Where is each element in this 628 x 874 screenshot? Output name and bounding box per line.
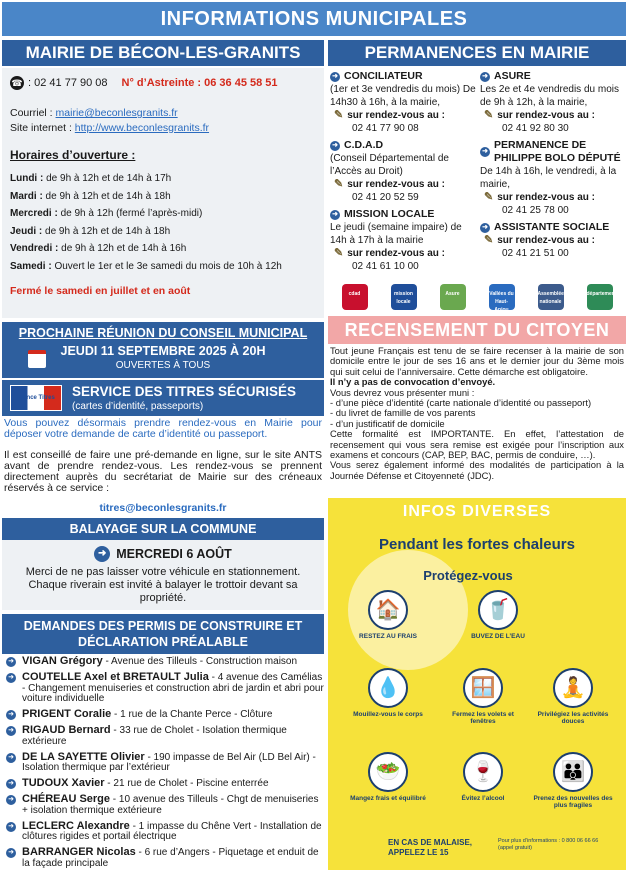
- permis-text: [22, 656, 297, 668]
- permanence-title: [330, 139, 478, 152]
- heat-tip-icon: 🧘: [553, 668, 593, 708]
- heat-tip: [443, 668, 523, 725]
- permanence-title-text: MISSION LOCALE: [344, 208, 435, 220]
- permanence-title-text: CONCILIATEUR: [344, 70, 423, 82]
- pen-icon: ✎: [334, 109, 344, 121]
- partner-logo: Assemblée nationale: [538, 284, 564, 310]
- permis-desc: - 4 avenue des Camélias - Changement menuiseries et construction abri de jardin et abri pour voiture individuelle: [22, 672, 324, 704]
- heat-tip-label: Évitez l’alcool: [461, 795, 505, 802]
- heat-tip-icon: 🥤: [478, 590, 518, 630]
- permanence-entry: [330, 139, 478, 204]
- france-titres-logo: [10, 385, 62, 411]
- permis-text: [22, 672, 324, 705]
- permanence-title: [480, 70, 624, 83]
- arrow-right-icon: ➜: [330, 210, 340, 220]
- permis-name: RIGAUD Bernard: [22, 724, 111, 736]
- malaise-notice: EN CAS DE MALAISE, APPELEZ LE 15: [388, 838, 473, 857]
- heat-tip-icon: 💧: [368, 668, 408, 708]
- partner-logo: département: [587, 284, 613, 310]
- permanence-title: [480, 221, 624, 234]
- permis-text: [22, 778, 269, 790]
- permis-item: [6, 672, 324, 705]
- rendez-vous-label: [330, 109, 478, 122]
- rendez-vous-text: sur rendez-vous au :: [497, 235, 596, 246]
- partner-logo: mission locale: [391, 284, 417, 310]
- permanence-title-text: ASURE: [494, 70, 531, 82]
- heat-tip-icon: 🍷: [463, 752, 503, 792]
- permis-text: [22, 821, 324, 843]
- recensement-list-item: - d’un justificatif de domicile: [330, 417, 445, 429]
- permanences-panel: [328, 68, 626, 314]
- infos-header: INFOS DIVERSES: [402, 503, 552, 520]
- arrow-right-icon: ➜: [6, 673, 16, 683]
- permanence-desc: De 14h à 16h, le vendredi, à la mairie,: [480, 166, 617, 190]
- hours-text: Ouvert le 1er et le 3e samedi du mois de 10h à 12h: [51, 260, 282, 272]
- heat-tip: [348, 668, 428, 718]
- permis-desc: - 1 rue de la Chante Perce - Clôture: [111, 709, 273, 720]
- arrow-right-icon: ➜: [6, 795, 16, 805]
- heat-tip-label: Mangez frais et équilibré: [350, 795, 426, 802]
- permis-item: [6, 725, 324, 747]
- arrow-right-icon: ➜: [330, 141, 340, 151]
- arrow-right-icon: ➜: [6, 710, 16, 720]
- partner-logos: [330, 282, 624, 312]
- heat-tip-icon: 🪟: [463, 668, 503, 708]
- permis-text: [22, 709, 272, 721]
- hours-row: [10, 170, 316, 188]
- titres-email[interactable]: titres@beconlesgranits.fr: [99, 502, 227, 514]
- permis-item: [6, 778, 324, 790]
- heat-tip-label: Mouillez-vous le corps: [353, 711, 423, 718]
- titres-body: Il est conseillé de faire une pré-demande en ligne, sur le site ANTS avant de prendre rendez-vous. Les rendez-vous se prennent directement auprès du secrétariat de Mairie sur des créneaux réservés à ce service :: [4, 449, 322, 494]
- permis-name: COUTELLE Axel et BRETAULT Julia: [22, 671, 209, 683]
- recensement-list: [330, 398, 624, 429]
- permanence-phone: 02 41 21 51 00: [502, 248, 569, 259]
- permanence-title: [330, 208, 478, 221]
- permanence-title-text: C.D.A.D: [344, 139, 384, 151]
- heat-tip: [348, 752, 428, 802]
- mairie-header: MAIRIE DE BÉCON-LES-GRANITS: [2, 40, 324, 66]
- hours-text: de 9h à 12h et de 14h à 18h: [42, 225, 171, 237]
- hours-row: [10, 205, 316, 223]
- rendez-vous-text: sur rendez-vous au :: [497, 192, 596, 203]
- permis-item: [6, 794, 324, 816]
- permanence-title: [330, 70, 478, 83]
- rendez-vous-text: sur rendez-vous au :: [347, 248, 446, 259]
- permanence-phone: 02 41 92 80 30: [502, 123, 569, 134]
- permis-name: DE LA SAYETTE Olivier: [22, 750, 145, 763]
- balayage-header: BALAYAGE SUR LA COMMUNE: [2, 518, 324, 540]
- pen-icon: ✎: [484, 191, 494, 203]
- permis-list: [6, 656, 324, 874]
- hours-row: [10, 188, 316, 206]
- arrow-right-icon: ➜: [480, 223, 490, 233]
- page-banner: INFORMATIONS MUNICIPALES: [2, 2, 626, 36]
- arrow-right-icon: ➜: [6, 779, 16, 789]
- heat-tip-icon: 🥗: [368, 752, 408, 792]
- permis-name: VIGAN Grégory: [22, 655, 103, 667]
- phone-row: [10, 76, 316, 90]
- infos-poster: [328, 498, 626, 870]
- permis-desc: - Avenue des Tilleuls - Construction maison: [102, 656, 298, 667]
- permis-item: [6, 821, 324, 843]
- titres-title: SERVICE DES TITRES SÉCURISÉS: [72, 384, 297, 399]
- hours-day: Mardi :: [10, 190, 43, 202]
- heat-tip: [533, 752, 613, 809]
- permis-item: [6, 656, 324, 668]
- permanences-left-col: [330, 70, 478, 277]
- permanence-desc: (1er et 3e vendredis du mois) De 14h30 à 16h, à la mairie,: [330, 84, 476, 108]
- arrow-right-icon: ➜: [480, 72, 490, 82]
- permanence-entry: [480, 70, 624, 135]
- recensement-p3: Vous devrez vous présenter muni :: [330, 386, 475, 398]
- hours-day: Vendredi :: [10, 243, 59, 254]
- closed-notice: Fermé le samedi en juillet et en août: [10, 285, 191, 297]
- heat-tip: [533, 668, 613, 725]
- permanence-title-text: ASSISTANTE SOCIALE: [494, 221, 610, 233]
- mairie-phone: : 02 41 77 90 08: [28, 77, 108, 89]
- hours-row: [10, 240, 316, 258]
- recensement-text: [330, 346, 624, 481]
- hours-title: Horaires d’ouverture :: [10, 148, 136, 162]
- permis-text: [22, 752, 324, 774]
- titres-text: [4, 418, 322, 494]
- rendez-vous-label: [480, 109, 624, 122]
- permis-desc: - 10 avenue des Tilleuls - Chgt de menuiseries + isolation thermique extérieure: [22, 794, 319, 816]
- site-link[interactable]: http://www.beconlesgranits.fr: [74, 122, 210, 134]
- recensement-p5: Vous serez également informé des modalités de participation à la Journée Défense et Citoyenneté (JDC).: [330, 459, 624, 481]
- site-label: Site internet :: [10, 122, 72, 134]
- recensement-p1: Tout jeune Français est tenu de se faire recenser à la mairie de son domicile entre le jour de ses 16 ans et le dernier jour du 3ème mois qui suit celui de l’anniversaire. Cette démarche est obligatoire.: [330, 345, 624, 377]
- heat-tip: [348, 590, 428, 640]
- conseil-date: JEUDI 11 SEPTEMBRE 2025 À 20H: [60, 344, 266, 358]
- conseil-sub: OUVERTES À TOUS: [115, 360, 211, 371]
- permis-text: [22, 847, 324, 869]
- permis-desc: - 21 rue de Cholet - Piscine enterrée: [104, 778, 269, 789]
- conseil-title: PROCHAINE RÉUNION DU CONSEIL MUNICIPAL: [18, 326, 308, 340]
- hours-text: de 9h à 12h et de 14h à 18h: [42, 190, 171, 202]
- heat-tip: [458, 590, 538, 640]
- contact-block: [10, 106, 316, 136]
- permanence-entry: [330, 70, 478, 135]
- pen-icon: ✎: [334, 247, 344, 259]
- phone-icon: ☎: [11, 78, 23, 88]
- permis-name: CHÉREAU Serge: [22, 793, 111, 805]
- arrow-right-icon: ➜: [6, 822, 16, 832]
- permis-name: PRIGENT Coralie: [22, 708, 112, 720]
- arrow-right-icon: ➜: [6, 726, 16, 736]
- conseil-block: [2, 322, 324, 378]
- arrow-right-icon: ➜: [6, 753, 16, 763]
- rendez-vous-text: sur rendez-vous au :: [347, 110, 446, 121]
- courriel-link[interactable]: mairie@beconlesgranits.fr: [55, 107, 178, 119]
- permis-desc: - 1 impasse du Chêne Vert - Installation de clôtures rigides et portail électrique: [22, 820, 322, 842]
- hours-day: Lundi :: [10, 173, 44, 184]
- recensement-list-item: - d’une pièce d’identité (carte nationale d’identité ou passeport): [330, 397, 592, 409]
- recensement-header: RECENSEMENT DU CITOYEN: [328, 316, 626, 344]
- permanence-entry: [330, 208, 478, 273]
- permanence-title: [480, 139, 624, 165]
- recensement-p2: Il n’y a pas de convocation d’envoyé.: [330, 376, 496, 388]
- heat-tip-label: Prenez des nouvelles des plus fragiles: [533, 795, 613, 809]
- permis-name: TUDOUX Xavier: [22, 777, 105, 789]
- titres-sub: (cartes d’identité, passeports): [72, 401, 204, 412]
- permanence-desc: Les 2e et 4e vendredis du mois de 9h à 12h, à la mairie,: [480, 84, 619, 108]
- heat-tip-label: Fermez les volets et fenêtres: [452, 711, 514, 725]
- courriel-label: Courriel :: [10, 107, 53, 119]
- astreinte-number: N° d’Astreinte : 06 36 45 58 51: [121, 77, 278, 89]
- permis-item: [6, 752, 324, 774]
- pen-icon: ✎: [484, 109, 494, 121]
- calendar-icon: [28, 350, 46, 368]
- heat-tip-icon: 👪: [553, 752, 593, 792]
- balayage-date: MERCREDI 6 AOÛT: [116, 547, 232, 561]
- hours-text: de 9h à 12h (fermé l’après-midi): [57, 208, 203, 219]
- recensement-list-item: - du livret de famille de vos parents: [330, 407, 476, 419]
- balayage-date-row: [2, 546, 324, 562]
- permanence-phone: 02 41 77 90 08: [352, 123, 419, 134]
- balayage-text: Merci de ne pas laisser votre véhicule en stationnement. Chaque riverain est invité à balayer le trottoir devant sa propriété.: [25, 566, 301, 604]
- arrow-right-icon: ➜: [6, 657, 16, 667]
- permis-desc: - 33 rue de Cholet - Isolation thermique extérieure: [22, 725, 287, 747]
- pen-icon: ✎: [484, 234, 494, 246]
- pen-icon: ✎: [334, 178, 344, 190]
- partner-logo: Asure: [440, 284, 466, 310]
- heat-tip-label: Privilégiez les activités douces: [537, 711, 609, 725]
- permanence-phone: 02 41 20 52 59: [352, 192, 419, 203]
- rendez-vous-label: [480, 234, 624, 247]
- permis-item: [6, 847, 324, 869]
- balayage-block: [2, 540, 324, 610]
- permanence-phone: 02 41 25 78 00: [502, 205, 569, 216]
- heat-tip: [443, 752, 523, 802]
- rendez-vous-text: sur rendez-vous au :: [347, 179, 446, 190]
- heat-tip-icon: 🏠: [368, 590, 408, 630]
- hours-row: [10, 258, 316, 276]
- permanence-phone: 02 41 61 10 00: [352, 261, 419, 272]
- arrow-right-icon: ➜: [480, 147, 490, 157]
- recensement-p4: Cette formalité est IMPORTANTE. En effet, l’attestation de recensement qui vous sera remise est exigée pour l’inscription aux examens et concours (CAP, BEP, BAC, permis de conduire, …).: [330, 428, 624, 461]
- permanence-desc: (Conseil Départemental de l’Accès au Droit): [330, 153, 449, 177]
- hours-text: de 9h à 12h et de 14h à 16h: [58, 243, 187, 254]
- hours-list: [10, 170, 316, 275]
- permis-desc: - 190 impasse de Bel Air (LD Bel Air) - Isolation thermique par l’extérieur: [22, 751, 316, 773]
- hours-day: Jeudi :: [10, 225, 43, 237]
- arrow-right-icon: ➜: [6, 848, 16, 858]
- mairie-panel: [2, 68, 324, 318]
- permis-desc: - 6 rue d’Angers - Piquetage et enduit de la façade principale: [22, 847, 319, 869]
- rendez-vous-label: [330, 247, 478, 260]
- permis-header: DEMANDES DES PERMIS DE CONSTRUIRE ET DÉCLARATION PRÉALABLE: [2, 614, 324, 654]
- more-info: Pour plus d’informations : 0 800 06 66 66 (appel gratuit): [498, 838, 599, 851]
- titres-intro: Vous pouvez désormais prendre rendez-vous en Mairie pour déposer votre demande de carte d’identité ou passeport.: [4, 417, 322, 440]
- infos-title: Pendant les fortes chaleurs: [379, 536, 575, 553]
- infos-subtitle: Protégez-vous: [423, 568, 513, 583]
- hours-text: de 9h à 12h et de 14h à 17h: [43, 173, 172, 184]
- permanence-entry: [480, 221, 624, 260]
- permanence-desc: Le jeudi (semaine impaire) de 14h à 17h à la mairie: [330, 222, 462, 246]
- permis-text: [22, 725, 324, 747]
- hours-row: [10, 223, 316, 241]
- permanences-header: PERMANENCES EN MAIRIE: [328, 40, 626, 66]
- titres-header: [2, 380, 324, 416]
- hours-day: Mercredi :: [10, 208, 58, 219]
- permis-item: [6, 709, 324, 721]
- hours-day: Samedi :: [10, 260, 52, 272]
- permanence-entry: [480, 139, 624, 217]
- permanences-right-col: [480, 70, 624, 264]
- arrow-right-icon: ➜: [94, 546, 110, 562]
- rendez-vous-label: [330, 178, 478, 191]
- rendez-vous-text: sur rendez-vous au :: [497, 110, 596, 121]
- partner-logo: cdad: [342, 284, 368, 310]
- permanence-title-text: PERMANENCE DE PHILIPPE BOLO DÉPUTÉ: [494, 139, 621, 164]
- partner-logo: Vallées du Haut-Anjou: [489, 284, 515, 310]
- permis-name: LECLERC Alexandre: [22, 819, 130, 832]
- france-titres-label: France Titres: [17, 395, 55, 401]
- permis-name: BARRANGER Nicolas: [22, 846, 136, 858]
- heat-tip-label: BUVEZ DE L’EAU: [471, 633, 525, 640]
- arrow-right-icon: ➜: [330, 72, 340, 82]
- permis-text: [22, 794, 324, 816]
- heat-tip-label: RESTEZ AU FRAIS: [359, 633, 417, 640]
- rendez-vous-label: [480, 191, 624, 204]
